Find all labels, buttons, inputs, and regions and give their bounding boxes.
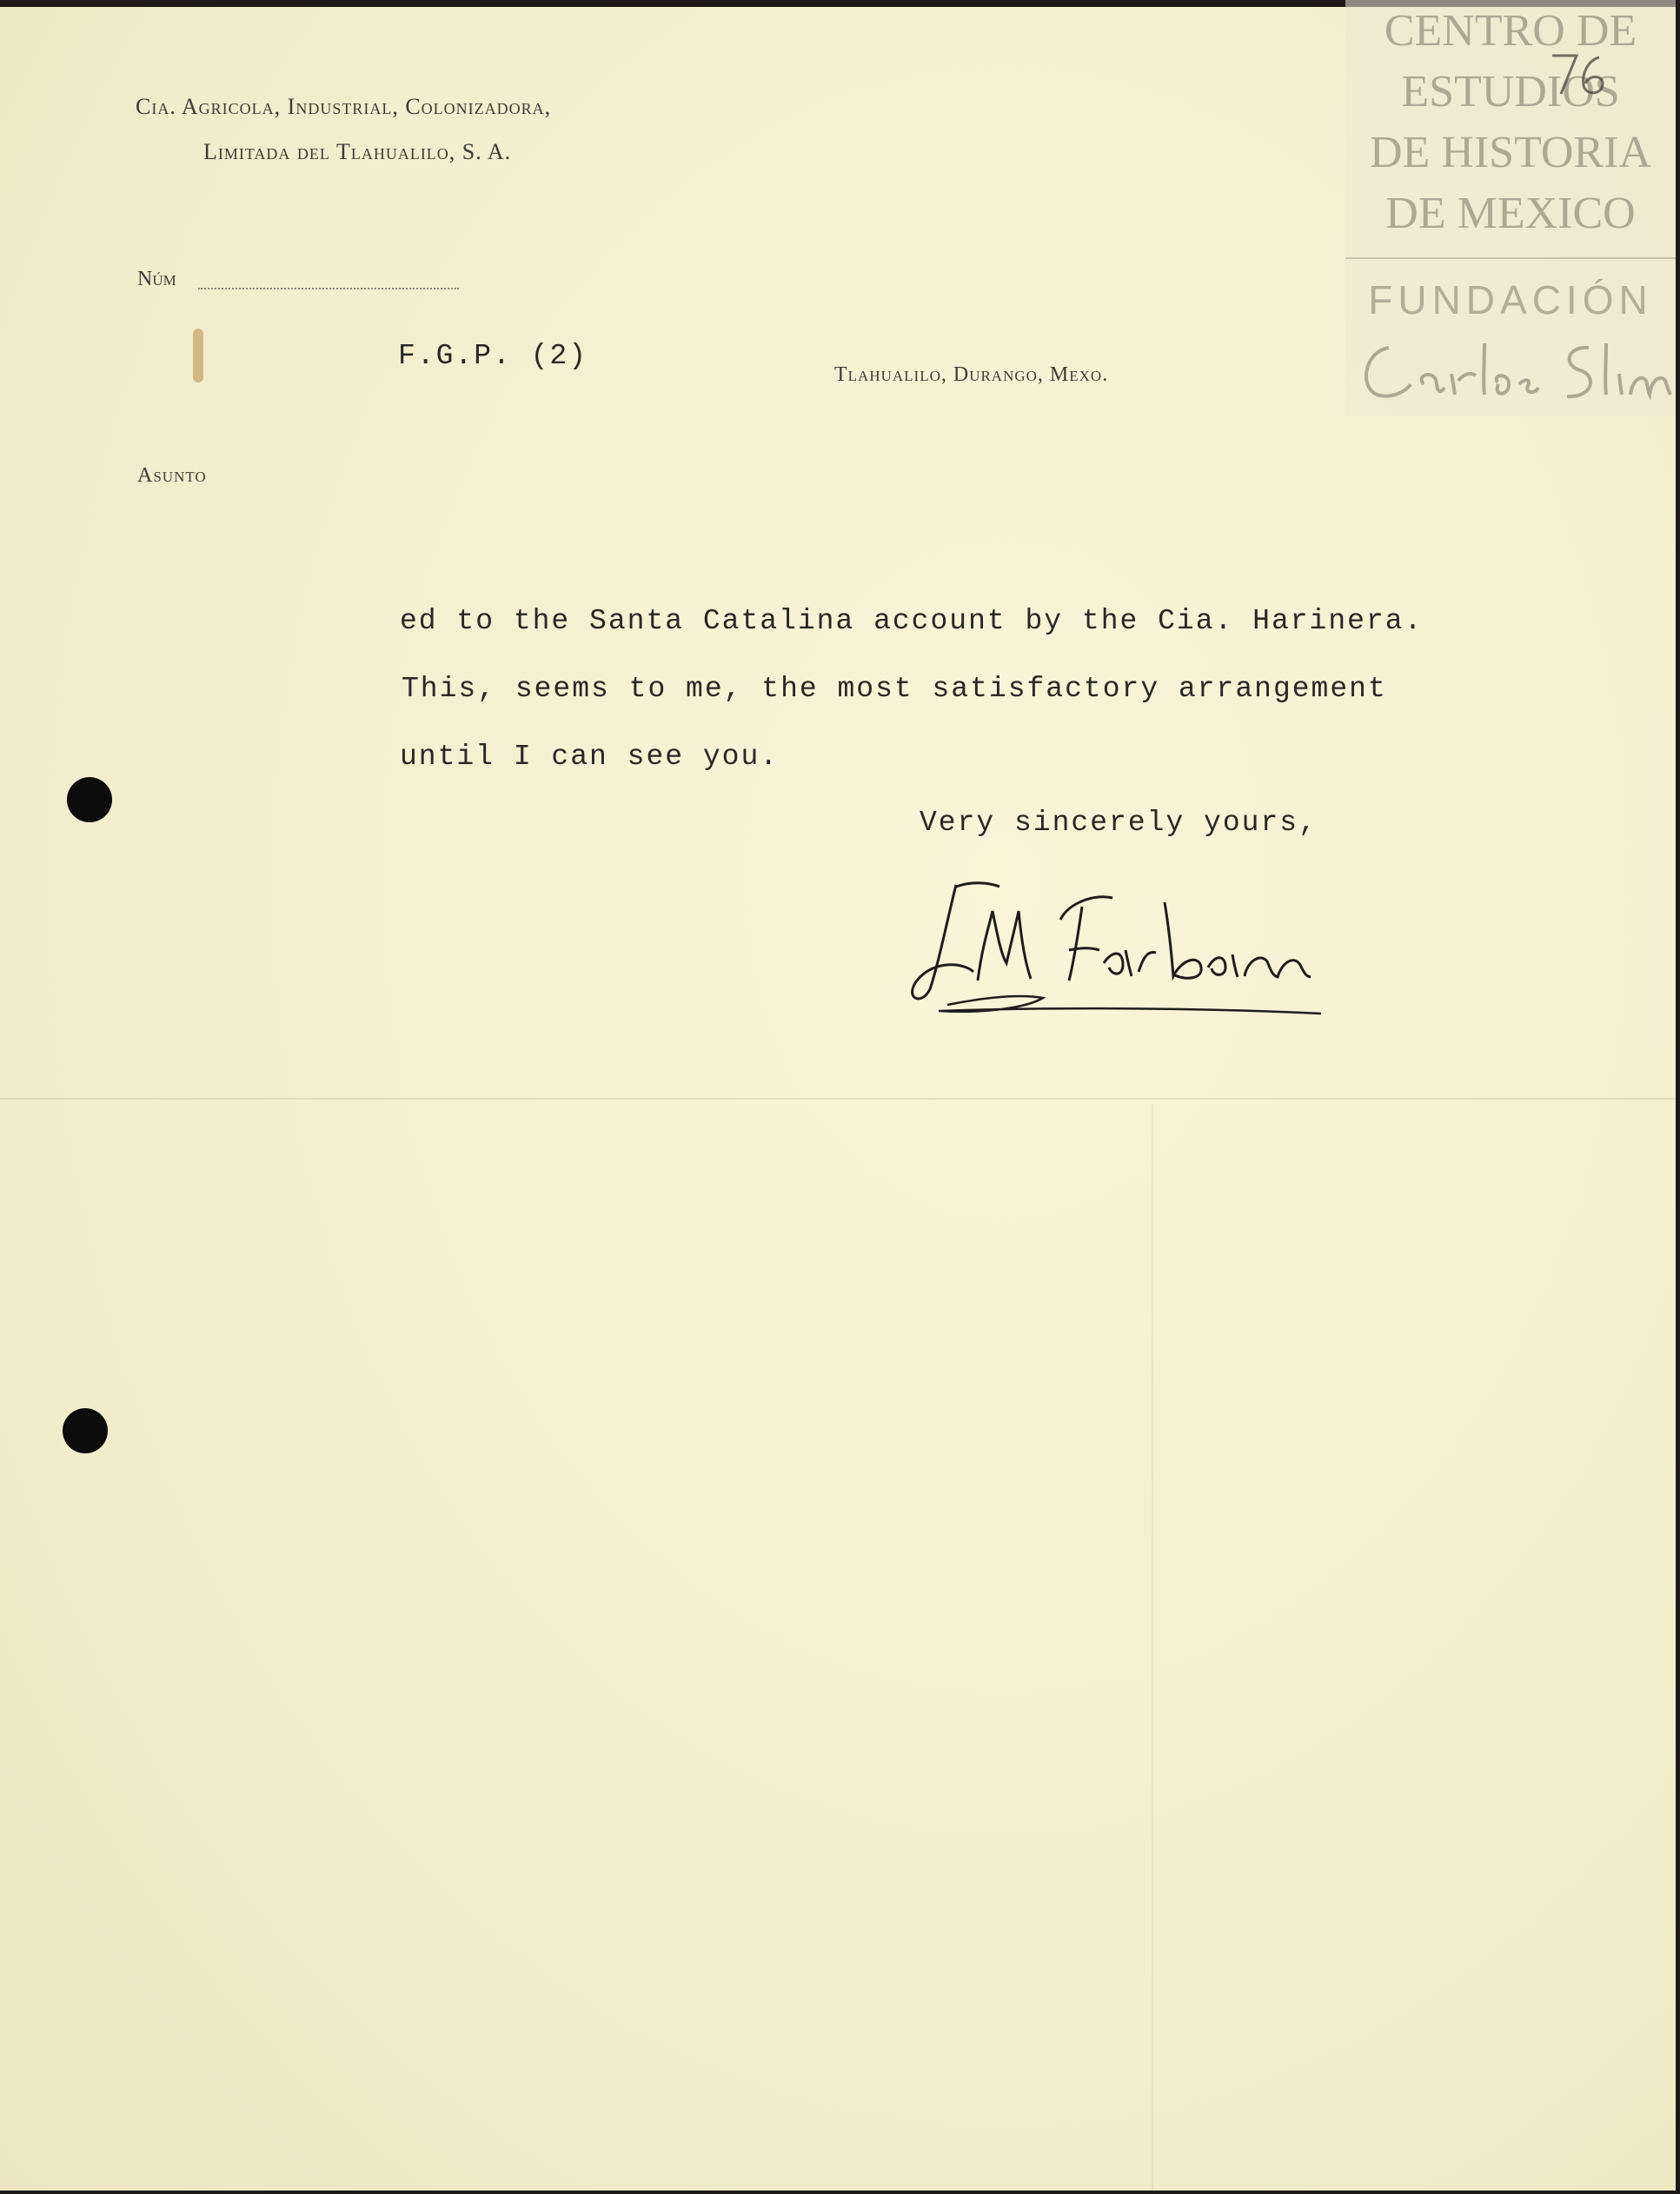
letterhead-place: Tlahualilo, Durango, Mexo.: [834, 363, 1109, 386]
watermark-line-3: DE HISTORIA: [1369, 128, 1652, 177]
reference-code: F.G.P. (2): [398, 340, 588, 372]
rust-stain: [193, 329, 203, 382]
archive-watermark: [1345, 0, 1676, 416]
letterhead-company-line2: Limitada del Tlahualilo, S. A.: [203, 139, 512, 164]
handwritten-signature: [895, 868, 1330, 1041]
letterhead-company-line1: Cia. Agricola, Industrial, Colonizadora,: [136, 94, 552, 119]
body-line-3: until I can see you.: [400, 741, 780, 773]
watermark-script-logo: [1354, 330, 1676, 413]
fold-crease-vertical: [1152, 1104, 1153, 2191]
watermark-line-5: FUNDACIÓN: [1368, 277, 1653, 322]
closing-salutation: Very sincerely yours,: [920, 807, 1318, 839]
body-line-1: ed to the Santa Catalina account by the Cia. Harinera.: [400, 605, 1424, 637]
fold-crease-horizontal: [0, 1098, 1676, 1100]
watermark-divider: [1345, 257, 1676, 259]
body-line-2: This, seems to me, the most satisfactory arrangement: [402, 673, 1387, 705]
handwritten-page-number: [1545, 49, 1615, 101]
punch-hole-upper: [67, 777, 112, 822]
watermark-line-2: ESTUDIOS: [1401, 67, 1620, 116]
asunto-label: Asunto: [137, 464, 207, 487]
punch-hole-lower: [63, 1408, 108, 1453]
watermark-line-4: DE MEXICO: [1385, 189, 1636, 238]
watermark-line-1: CENTRO DE: [1384, 6, 1637, 56]
num-label: Núm: [137, 268, 176, 290]
num-blank-line: [198, 288, 459, 289]
